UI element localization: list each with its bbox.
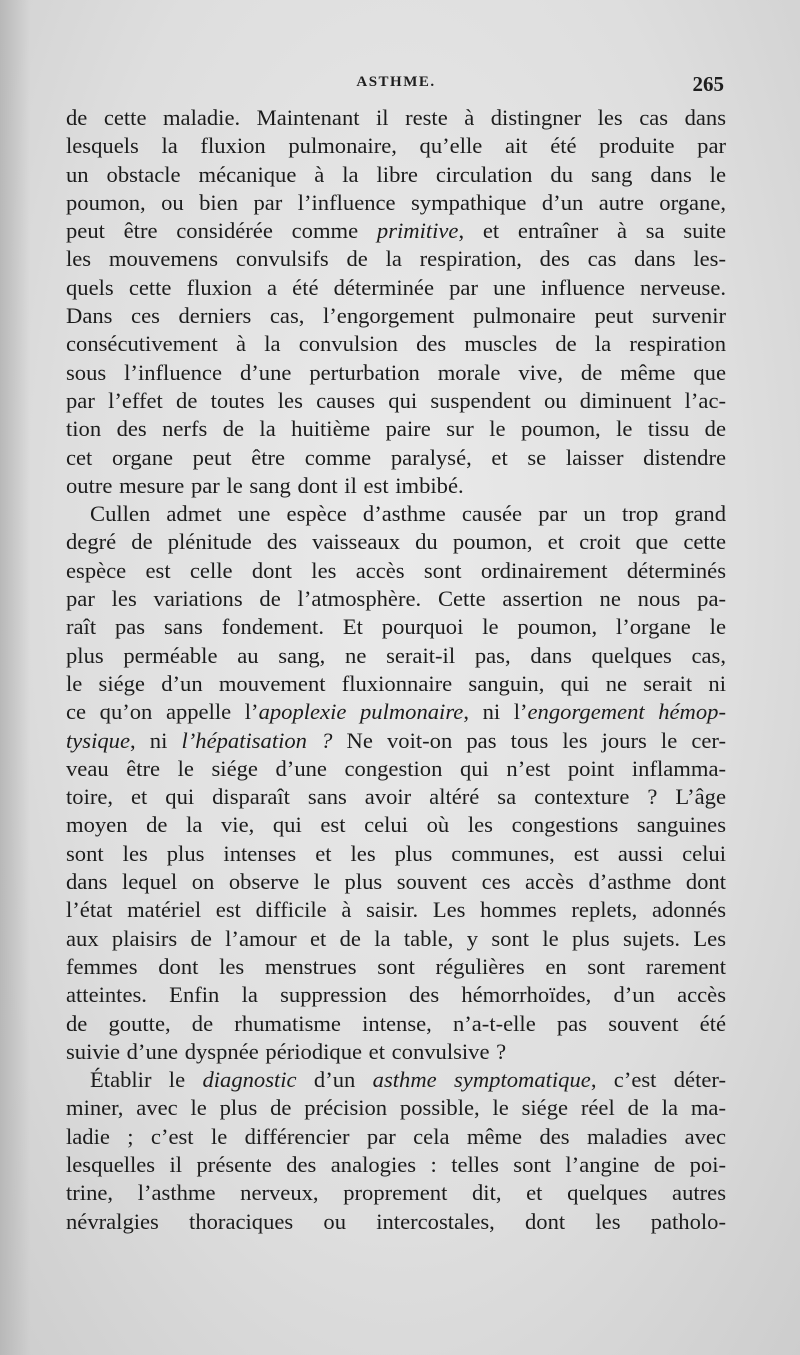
text-line: [66, 698, 726, 726]
text-segment: femmes dont les menstrues sont régulières en sont rarement: [66, 953, 726, 979]
text-line: [66, 444, 726, 472]
text-segment: outre mesure par le sang dont il est imbibé.: [66, 472, 464, 498]
text-segment: d’un: [296, 1067, 373, 1093]
text-line: [66, 274, 726, 302]
text-line: [66, 925, 726, 953]
text-line: [66, 981, 726, 1009]
text-line: [66, 613, 726, 641]
text-line: [66, 670, 726, 698]
italic-text: engorgement hémop-: [527, 699, 726, 725]
text-line: [66, 1179, 726, 1207]
text-segment: cet organe peut être comme paralysé, et se laisser distendre: [66, 444, 726, 470]
text-line: [66, 585, 726, 613]
running-title: ASTHME.: [356, 74, 436, 90]
text-segment: par l’effet de toutes les causes qui suspendent ou diminuent l’ac-: [66, 387, 726, 413]
text-segment: ladie ; c’est le différencier par cela même des maladies avec: [66, 1123, 726, 1149]
text-line: [66, 1010, 726, 1038]
text-line: [66, 755, 726, 783]
text-line: [66, 840, 726, 868]
text-line: [66, 1066, 726, 1094]
text-line: [66, 1151, 726, 1179]
text-segment: par les variations de l’atmosphère. Cette assertion ne nous pa-: [66, 586, 726, 612]
text-line: [66, 189, 726, 217]
text-segment: peut être considérée comme: [66, 218, 377, 244]
text-line: [66, 1094, 726, 1122]
text-line: [66, 330, 726, 358]
text-segment: Dans ces derniers cas, l’engorgement pulmonaire peut survenir: [66, 303, 726, 329]
text-line: [66, 1208, 726, 1236]
text-line: [66, 783, 726, 811]
text-segment: trine, l’asthme nerveux, proprement dit, et quelques autres: [66, 1180, 726, 1206]
italic-text: asthme symptomatique: [372, 1067, 591, 1093]
text-segment: lesquelles il présente des analogies : telles sont l’angine de poi-: [66, 1151, 726, 1177]
text-segment: dans lequel on observe le plus souvent ces accès d’asthme dont: [66, 869, 726, 895]
text-line: [66, 104, 726, 132]
running-head: [68, 74, 724, 98]
text-line: [66, 359, 726, 387]
text-segment: poumon, ou bien par l’influence sympathique d’un autre organe,: [66, 189, 726, 215]
body-text: [66, 104, 726, 1236]
text-segment: , ni l’: [463, 699, 528, 725]
text-line: [66, 217, 726, 245]
text-segment: suivie d’une dyspnée périodique et convulsive ?: [66, 1038, 507, 1064]
text-segment: , ni: [130, 727, 182, 753]
text-segment: aux plaisirs de l’amour et de la table, y sont le plus sujets. Les: [66, 925, 726, 951]
text-segment: le siége d’un mouvement fluxionnaire sanguin, qui ne serait ni: [66, 670, 726, 696]
text-line: [66, 953, 726, 981]
text-segment: Cullen admet une espèce d’asthme causée par un trop grand: [90, 501, 726, 527]
text-line: [66, 896, 726, 924]
italic-text: apoplexie pulmonaire: [258, 699, 464, 725]
text-line: [66, 727, 726, 755]
text-segment: un obstacle mécanique à la libre circulation du sang dans le: [66, 161, 726, 187]
text-line: [66, 500, 726, 528]
text-segment: , et entraîner à sa suite: [458, 218, 726, 244]
text-segment: degré de plénitude des vaisseaux du poumon, et croit que cette: [66, 529, 726, 555]
text-segment: quels cette fluxion a été déterminée par une influence nerveuse.: [66, 274, 726, 300]
text-segment: l’état matériel est difficile à saisir. Les hommes replets, adonnés: [66, 897, 726, 923]
text-line: [66, 1038, 726, 1066]
text-segment: raît pas sans fondement. Et pourquoi le poumon, l’organe le: [66, 614, 726, 640]
text-line: [66, 642, 726, 670]
text-segment: névralgies thoraciques ou intercostales, dont les patholo-: [66, 1208, 726, 1234]
text-segment: moyen de la vie, qui est celui où les congestions sanguines: [66, 812, 726, 838]
text-line: [66, 472, 726, 500]
text-segment: lesquels la fluxion pulmonaire, qu’elle ait été produite par: [66, 133, 726, 159]
text-line: [66, 245, 726, 273]
text-line: [66, 557, 726, 585]
text-line: [66, 528, 726, 556]
italic-text: primitive: [376, 218, 459, 244]
text-segment: espèce est celle dont les accès sont ordinairement déterminés: [66, 557, 726, 583]
text-segment: ce qu’on appelle l’: [66, 699, 259, 725]
italic-text: diagnostic: [202, 1067, 297, 1093]
text-line: [66, 811, 726, 839]
text-segment: de cette maladie. Maintenant il reste à distingner les cas dans: [66, 105, 726, 130]
text-line: [66, 387, 726, 415]
text-segment: miner, avec le plus de précision possible, le siége réel de la ma-: [66, 1095, 726, 1121]
text-segment: les mouvemens convulsifs de la respiration, des cas dans les-: [66, 246, 726, 272]
text-line: [66, 868, 726, 896]
text-line: [66, 132, 726, 160]
text-line: [66, 302, 726, 330]
italic-text: l’hépatisation ?: [181, 727, 333, 753]
text-segment: consécutivement à la convulsion des muscles de la respiration: [66, 331, 726, 357]
text-segment: plus perméable au sang, ne serait-il pas, dans quelques cas,: [66, 642, 726, 668]
text-line: [66, 1123, 726, 1151]
text-segment: toire, et qui disparaît sans avoir altéré sa contexture ? L’âge: [66, 784, 726, 810]
text-segment: , c’est déter-: [590, 1067, 726, 1093]
page-gutter-shadow: [0, 0, 30, 1355]
text-segment: veau être le siége d’une congestion qui n’est point inflamma-: [66, 755, 726, 781]
text-segment: tion des nerfs de la huitième paire sur le poumon, le tissu de: [66, 416, 726, 442]
text-segment: atteintes. Enfin la suppression des hémorrhoïdes, d’un accès: [66, 982, 726, 1008]
text-segment: Établir le: [90, 1067, 203, 1093]
text-segment: Ne voit-on pas tous les jours le cer-: [332, 727, 726, 753]
text-segment: sous l’influence d’une perturbation morale vive, de même que: [66, 359, 726, 385]
text-segment: de goutte, de rhumatisme intense, n’a-t-elle pas souvent été: [66, 1010, 726, 1036]
italic-text: tysique: [66, 727, 130, 753]
text-line: [66, 415, 726, 443]
text-line: [66, 161, 726, 189]
text-segment: sont les plus intenses et les plus communes, est aussi celui: [66, 840, 726, 866]
page-number: 265: [692, 72, 724, 96]
